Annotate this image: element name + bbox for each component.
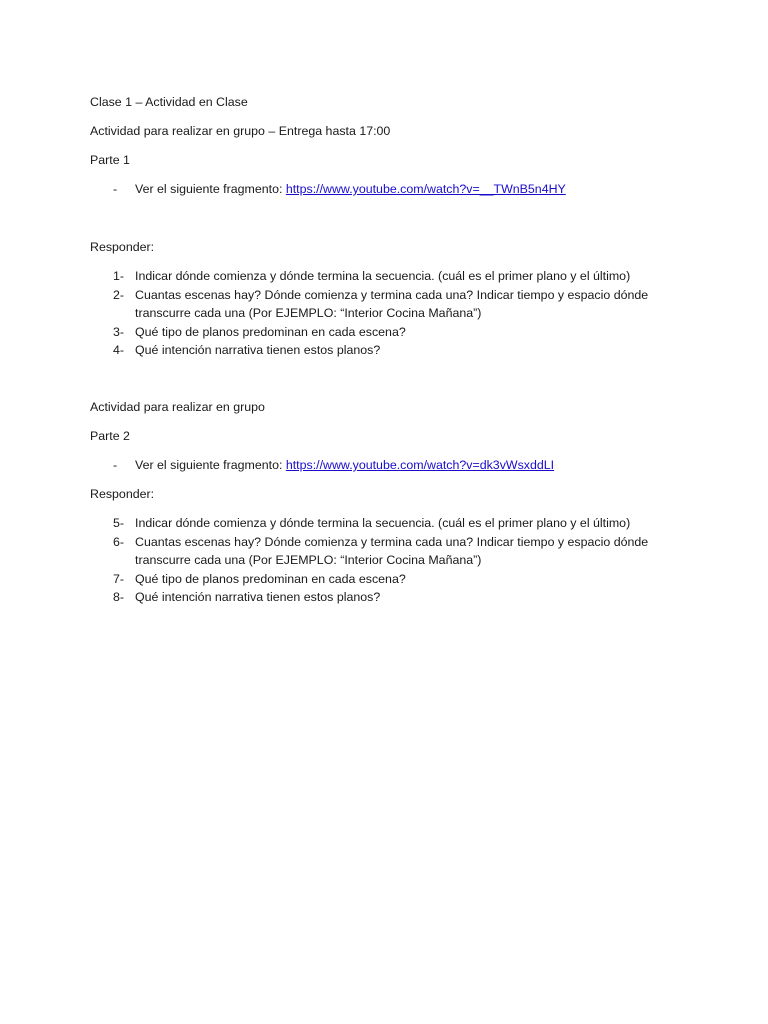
question-item [90, 570, 690, 589]
question-text: Qué intención narrativa tienen estos planos? [135, 343, 381, 357]
part1-bullet-list [90, 180, 690, 199]
part2-bullet-text: Ver el siguiente fragmento: [135, 458, 286, 472]
question-text: Indicar dónde comienza y dónde termina la secuencia. (cuál es el primer plano y el último) [135, 269, 631, 283]
document-title: Clase 1 – Actividad en Clase [90, 95, 248, 109]
question-number: 5- [113, 516, 125, 530]
question-text: Qué tipo de planos predominan en cada escena? [135, 324, 406, 339]
question-item [90, 514, 690, 533]
spacer [90, 209, 690, 238]
part2-video-link[interactable]: https://www.youtube.com/watch?v=dk3vWsxddLI [285, 458, 555, 472]
part1-responder-heading: Responder: [90, 240, 155, 254]
question-item [90, 588, 690, 607]
part2-heading: Parte 2 [90, 429, 130, 443]
document-body [90, 93, 690, 617]
question-text: Qué intención narrativa tienen estos planos? [135, 590, 381, 604]
question-text: Cuantas escenas hay? Dónde comienza y termina cada una? Indicar tiempo y espacio dónde transcurre cada una (Por EJEMPLO: “Interior Cocina Mañana”) [135, 534, 649, 567]
question-text: Indicar dónde comienza y dónde termina la secuencia. (cuál es el primer plano y el último) [135, 516, 631, 530]
part1-video-link[interactable]: https://www.youtube.com/watch?v=__TWnB5n4HY [285, 182, 566, 196]
question-item [90, 267, 690, 286]
part1-bullet-item [90, 180, 690, 199]
dash-marker: - [113, 182, 118, 196]
question-number: 3- [113, 324, 125, 339]
question-text: Qué tipo de planos predominan en cada escena? [135, 571, 406, 586]
question-number: 7- [113, 571, 125, 586]
part2-intro: Actividad para realizar en grupo [90, 400, 265, 414]
part1-heading: Parte 1 [90, 153, 130, 167]
question-number: 6- [113, 534, 125, 549]
part1-question-list [90, 267, 690, 360]
question-item [90, 286, 690, 323]
dash-marker: - [113, 458, 118, 472]
part1-bullet-text: Ver el siguiente fragmento: [135, 182, 286, 196]
spacer [90, 370, 690, 398]
part2-question-list [90, 514, 690, 607]
part2-bullet-item [90, 456, 690, 475]
question-number: 4- [113, 343, 125, 357]
question-text: Cuantas escenas hay? Dónde comienza y termina cada una? Indicar tiempo y espacio dónde transcurre cada una (Por EJEMPLO: “Interior Cocina Mañana”) [135, 287, 649, 320]
document-subtitle: Actividad para realizar en grupo – Entrega hasta 17:00 [90, 124, 391, 138]
question-number: 8- [113, 590, 125, 604]
question-number: 2- [113, 287, 125, 302]
question-number: 1- [113, 269, 125, 283]
question-item [90, 341, 690, 360]
part2-bullet-list [90, 456, 690, 475]
part2-responder-heading: Responder: [90, 487, 155, 501]
question-item [90, 323, 690, 342]
question-item [90, 533, 690, 570]
